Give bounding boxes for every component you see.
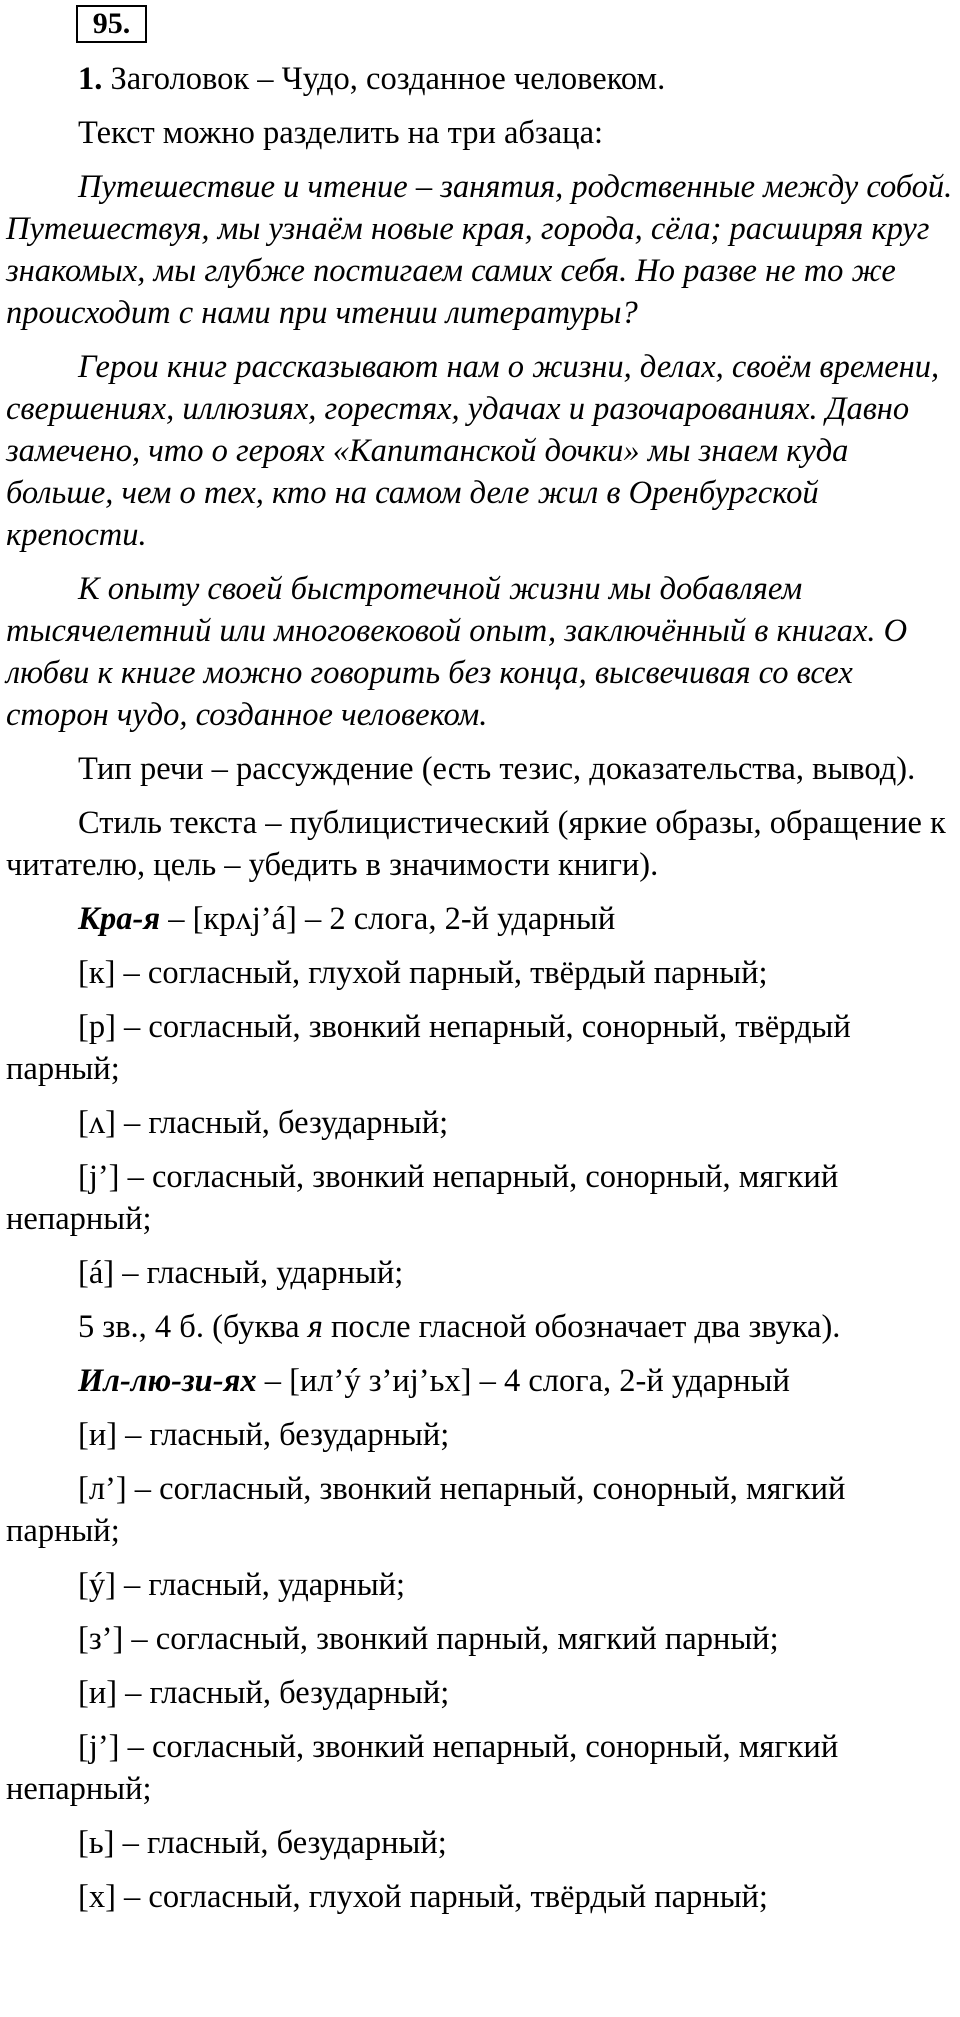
- title-line: [6, 58, 956, 100]
- phoneme-line: [ʌ] – гласный, безударный;: [78, 1105, 449, 1141]
- analyzed-word-2: Ил-лю-зи-ях: [78, 1363, 257, 1399]
- speech-type-paragraph: Тип речи – рассуждение (есть тезис, доказательства, вывод).: [78, 751, 916, 787]
- style-paragraph: Стиль текста – публицистический (яркие образы, обращение к читателю, цель – убедить в значимости книги).: [6, 805, 946, 883]
- phoneme-line: [и] – гласный, безударный;: [78, 1675, 450, 1711]
- phoneme-line: [и] – гласный, безударный;: [78, 1417, 450, 1453]
- summary-text-after: после гласной обозначает два звука).: [322, 1309, 841, 1345]
- phoneme-line: [ь] – гласный, безударный;: [78, 1825, 447, 1861]
- quote-paragraph-1: Путешествие и чтение – занятия, родственные между собой. Путешествуя, мы узнаём новые края, города, сёла; расширяя круг знакомых, мы глубже постигаем самих себя. Но разве не то же происходит с нами при чтении литературы?: [6, 169, 953, 331]
- word-analysis-heading-2: [6, 1360, 956, 1402]
- section-number: 1.: [78, 61, 103, 97]
- phoneme-line: [л’] – согласный, звонкий непарный, сонорный, мягкий парный;: [6, 1471, 846, 1549]
- word-analysis-heading-1: [6, 898, 956, 940]
- answer-content: [6, 58, 956, 1930]
- title-text: Заголовок – Чудо, созданное человеком.: [102, 61, 666, 97]
- phoneme-line: [á] – гласный, ударный;: [78, 1255, 404, 1291]
- phoneme-line: [j’] – согласный, звонкий непарный, сонорный, мягкий непарный;: [6, 1729, 839, 1807]
- paragraph-intro: Текст можно разделить на три абзаца:: [78, 115, 604, 151]
- sound-letter-summary: [6, 1306, 956, 1348]
- phoneme-line: [к] – согласный, глухой парный, твёрдый парный;: [78, 955, 768, 991]
- quote-paragraph-2: Герои книг рассказывают нам о жизни, делах, своём времени, свершениях, иллюзиях, горестях, удачах и разочарованиях. Давно замечено, что о героях «Капитанской дочки» мы знаем куда больше, чем о тех, кто на самом деле жил в Оренбургской крепости.: [6, 349, 940, 553]
- task-number-box: 95.: [76, 5, 147, 43]
- phoneme-line: [х] – согласный, глухой парный, твёрдый парный;: [78, 1879, 768, 1915]
- transcription-2: – [ил’ý з’иj’ьх] – 4 слога, 2-й ударный: [256, 1363, 790, 1399]
- phoneme-line: [ý] – гласный, ударный;: [78, 1567, 406, 1603]
- phoneme-line: [р] – согласный, звонкий непарный, сонорный, твёрдый парный;: [6, 1009, 851, 1087]
- phoneme-line: [j’] – согласный, звонкий непарный, сонорный, мягкий непарный;: [6, 1159, 839, 1237]
- summary-letter: я: [307, 1309, 323, 1345]
- analyzed-word-1: Кра-я: [78, 901, 161, 937]
- summary-text-before: 5 зв., 4 б. (буква: [78, 1309, 308, 1345]
- transcription-1: – [крʌj’á] – 2 слога, 2-й ударный: [160, 901, 616, 937]
- phoneme-line: [з’] – согласный, звонкий парный, мягкий парный;: [78, 1621, 779, 1657]
- quote-paragraph-3: К опыту своей быстротечной жизни мы добавляем тысячелетний или многовековой опыт, заключённый в книгах. О любви к книге можно говорить без конца, высвечивая со всех сторон чудо, созданное человеком.: [6, 571, 908, 733]
